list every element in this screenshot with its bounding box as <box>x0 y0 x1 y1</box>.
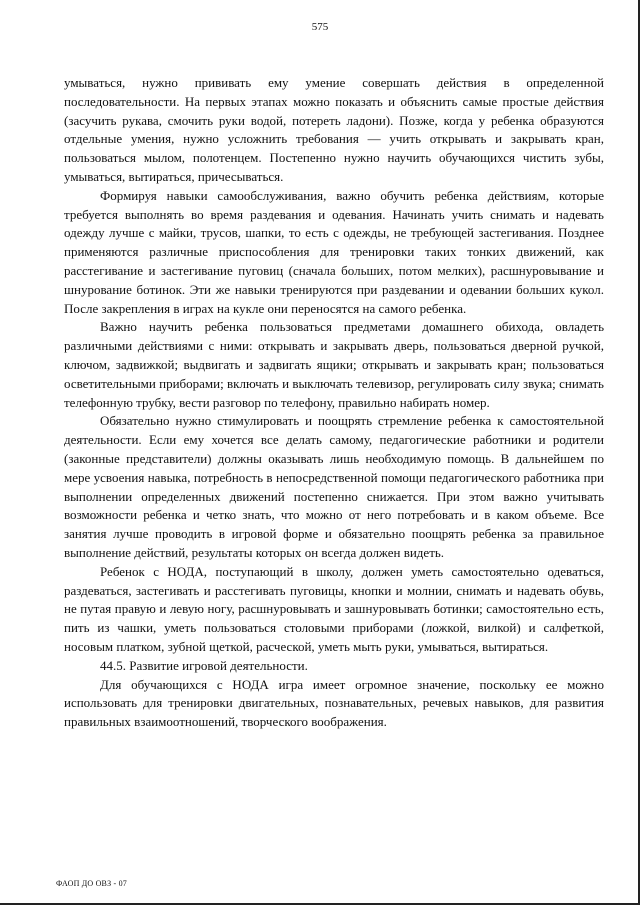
page-number: 575 <box>311 21 329 33</box>
paragraph-independence: Обязательно нужно стимулировать и поощрять стремление ребенка к самостоятельной деятельности. Если ему хочется все делать самому, педагогические работники и родители (законные представители) должны оказывать лишь необходимую помощь. В дальнейшем по мере усвоения навыка, потребность в непосредственной помощи педагогического работника при выполнении определенных движений постепенно снижается. При этом важно учитывать возможности ребенка и четко знать, что можно от него потребовать и в каком объеме. Все занятия лучше проводить в игровой форме и обязательно поощрять ребенка за правильное выполнение действий, результаты которых он всегда должен видеть. <box>64 413 604 560</box>
paragraph-household-items: Важно научить ребенка пользоваться предметами домашнего обихода, овладеть различными действиями с ними: открывать и закрывать дверь, пользоваться дверной ручкой, ключом, задвижкой; выдвигать и задвигать ящики; открывать и закрывать кран; пользоваться осветительными приборами; включать и выключать телевизор, регулировать силу звука; снимать телефонную трубку, вести разговор по телефону, правильно набирать номер. <box>64 319 604 410</box>
paragraph-self-care-skills: Формируя навыки самообслуживания, важно обучить ребенка действиям, которые требуется выполнять во время раздевания и одевания. Начинать учить снимать и надевать одежду лучше с майки, трусов, шапки, то есть с одежды, не требующей застегивания. Позднее применяются различные приспособления для тренировки таких тонких движений, как расстегивание и застегивание пуговиц (сначала больших, потом мелких), расшнуровывание и шнурование ботинок. Эти же навыки тренируются при раздевании и одевании больших кукол. После закрепления в играх на кукле они переносятся на самого ребенка. <box>64 187 604 316</box>
paragraph-school-readiness: Ребенок с НОДА, поступающий в школу, должен уметь самостоятельно одеваться, раздеваться, застегивать и расстегивать пуговицы, кнопки и молнии, снимать и надевать обувь, не путая правую и левую ногу, расшнуровывать и зашнуровывать ботинки; самостоятельно есть, пить из чашки, уметь пользоваться столовыми приборами (ложкой, вилкой) и салфеткой, носовым платком, зубной щеткой, расческой, уметь мыть руки, умываться, вытираться. <box>64 563 604 654</box>
document-footer: ФАОП ДО ОВЗ - 07 <box>56 879 127 888</box>
paragraph-continuation: умываться, нужно прививать ему умение совершать действия в определенной последовательности. На первых этапах можно показать и объяснить самые простые действия (засучить рукава, смочить руки водой, потереть ладони). Позже, когда у ребенка образуются отдельные умения, нужно усложнить требования — учить открывать и закрывать кран, пользоваться мылом, полотенцем. Постепенно нужно научить обучающихся чистить зубы, умываться, вытираться, причесываться. <box>64 75 604 184</box>
paragraph-play-importance: Для обучающихся с НОДА игра имеет огромное значение, поскольку ее можно использовать для тренировки двигательных, познавательных, речевых навыков, для развития правильных взаимоотношений, творческого воображения. <box>64 676 604 730</box>
section-heading: 44.5. Развитие игровой деятельности. <box>100 657 308 673</box>
page-body <box>64 74 604 732</box>
